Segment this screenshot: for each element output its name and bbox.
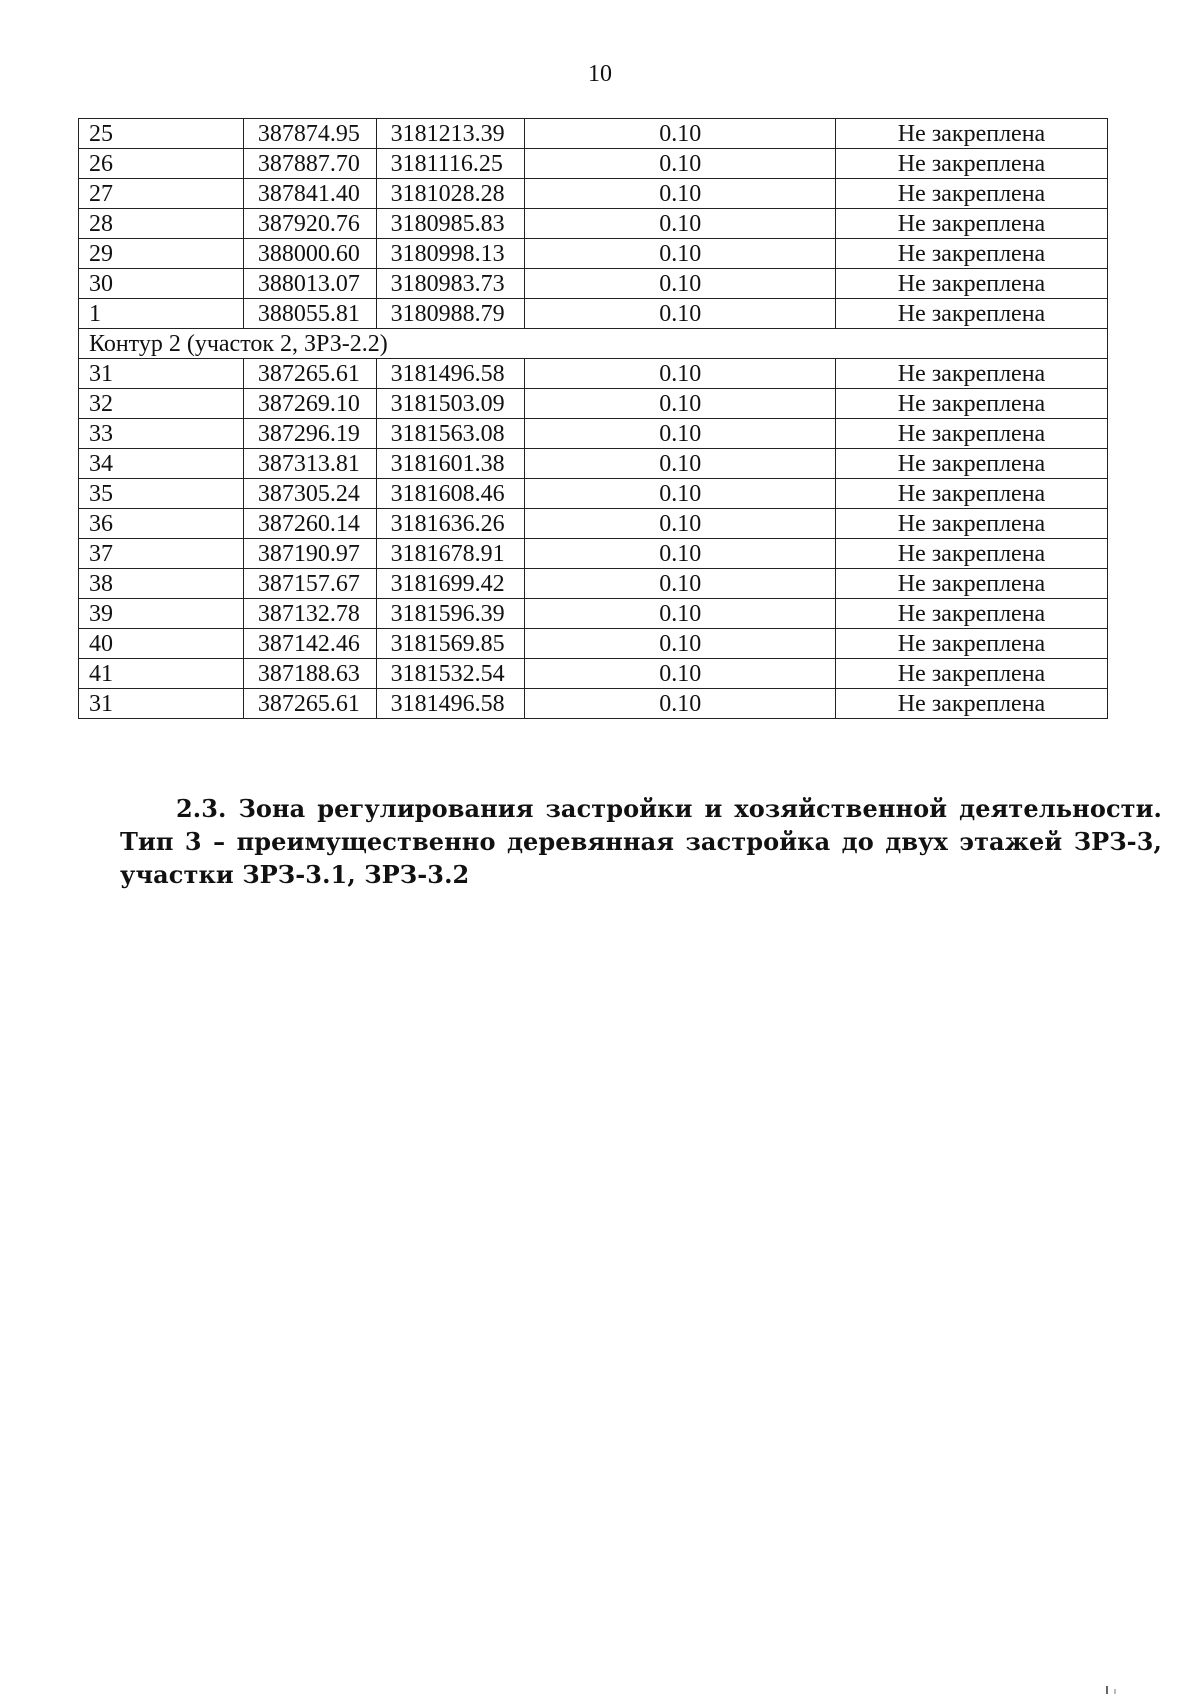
point-number-cell: 28 [79, 209, 244, 239]
table-row [79, 449, 1108, 479]
y-coordinate-cell: 3180988.79 [376, 299, 525, 329]
point-number-cell: 41 [79, 659, 244, 689]
fixation-status-cell: Не закреплена [836, 269, 1108, 299]
table-row [79, 689, 1108, 719]
x-coordinate-cell: 387265.61 [243, 689, 376, 719]
x-coordinate-cell: 387874.95 [243, 119, 376, 149]
table-row [79, 509, 1108, 539]
fixation-status-cell: Не закреплена [836, 299, 1108, 329]
accuracy-cell: 0.10 [525, 539, 836, 569]
table-row [79, 479, 1108, 509]
table-row [79, 599, 1108, 629]
x-coordinate-cell: 388055.81 [243, 299, 376, 329]
x-coordinate-cell: 387265.61 [243, 359, 376, 389]
point-number-cell: 36 [79, 509, 244, 539]
accuracy-cell: 0.10 [525, 359, 836, 389]
y-coordinate-cell: 3181496.58 [376, 359, 525, 389]
accuracy-cell: 0.10 [525, 209, 836, 239]
table-row [79, 389, 1108, 419]
point-number-cell: 31 [79, 359, 244, 389]
fixation-status-cell: Не закреплена [836, 419, 1108, 449]
table-row [79, 539, 1108, 569]
point-number-cell: 34 [79, 449, 244, 479]
x-coordinate-cell: 387841.40 [243, 179, 376, 209]
fixation-status-cell: Не закреплена [836, 629, 1108, 659]
accuracy-cell: 0.10 [525, 419, 836, 449]
y-coordinate-cell: 3181116.25 [376, 149, 525, 179]
fixation-status-cell: Не закреплена [836, 359, 1108, 389]
fixation-status-cell: Не закреплена [836, 569, 1108, 599]
table-row [79, 239, 1108, 269]
y-coordinate-cell: 3181608.46 [376, 479, 525, 509]
accuracy-cell: 0.10 [525, 269, 836, 299]
fixation-status-cell: Не закреплена [836, 659, 1108, 689]
point-number-cell: 31 [79, 689, 244, 719]
table-row [79, 299, 1108, 329]
point-number-cell: 39 [79, 599, 244, 629]
x-coordinate-cell: 387190.97 [243, 539, 376, 569]
table-row [79, 149, 1108, 179]
page-number: 10 [588, 61, 612, 87]
y-coordinate-cell: 3180985.83 [376, 209, 525, 239]
fixation-status-cell: Не закреплена [836, 479, 1108, 509]
scan-artifact-mark [1104, 1684, 1118, 1694]
x-coordinate-cell: 387296.19 [243, 419, 376, 449]
fixation-status-cell: Не закреплена [836, 239, 1108, 269]
y-coordinate-cell: 3181028.28 [376, 179, 525, 209]
y-coordinate-cell: 3180983.73 [376, 269, 525, 299]
point-number-cell: 1 [79, 299, 244, 329]
y-coordinate-cell: 3180998.13 [376, 239, 525, 269]
y-coordinate-cell: 3181496.58 [376, 689, 525, 719]
fixation-status-cell: Не закреплена [836, 149, 1108, 179]
point-number-cell: 35 [79, 479, 244, 509]
point-number-cell: 25 [79, 119, 244, 149]
table-row [79, 419, 1108, 449]
point-number-cell: 30 [79, 269, 244, 299]
point-number-cell: 26 [79, 149, 244, 179]
x-coordinate-cell: 387269.10 [243, 389, 376, 419]
table-row [79, 179, 1108, 209]
x-coordinate-cell: 387920.76 [243, 209, 376, 239]
fixation-status-cell: Не закреплена [836, 539, 1108, 569]
accuracy-cell: 0.10 [525, 509, 836, 539]
fixation-status-cell: Не закреплена [836, 689, 1108, 719]
accuracy-cell: 0.10 [525, 479, 836, 509]
y-coordinate-cell: 3181503.09 [376, 389, 525, 419]
y-coordinate-cell: 3181636.26 [376, 509, 525, 539]
point-number-cell: 27 [79, 179, 244, 209]
accuracy-cell: 0.10 [525, 239, 836, 269]
x-coordinate-cell: 388013.07 [243, 269, 376, 299]
y-coordinate-cell: 3181532.54 [376, 659, 525, 689]
accuracy-cell: 0.10 [525, 299, 836, 329]
table-row [79, 209, 1108, 239]
y-coordinate-cell: 3181699.42 [376, 569, 525, 599]
table-row [79, 119, 1108, 149]
x-coordinate-cell: 387142.46 [243, 629, 376, 659]
accuracy-cell: 0.10 [525, 629, 836, 659]
accuracy-cell: 0.10 [525, 659, 836, 689]
y-coordinate-cell: 3181569.85 [376, 629, 525, 659]
accuracy-cell: 0.10 [525, 119, 836, 149]
y-coordinate-cell: 3181563.08 [376, 419, 525, 449]
accuracy-cell: 0.10 [525, 449, 836, 479]
point-number-cell: 37 [79, 539, 244, 569]
table-row [79, 659, 1108, 689]
point-number-cell: 29 [79, 239, 244, 269]
y-coordinate-cell: 3181601.38 [376, 449, 525, 479]
x-coordinate-cell: 387157.67 [243, 569, 376, 599]
fixation-status-cell: Не закреплена [836, 449, 1108, 479]
section-heading: 2.3. Зона регулирования застройки и хозяйственной деятельности. Тип 3 – преимущественно деревянная застройка до двух этажей ЗРЗ-3, участки ЗРЗ-3.1, ЗРЗ-3.2 [120, 794, 1162, 889]
accuracy-cell: 0.10 [525, 569, 836, 599]
fixation-status-cell: Не закреплена [836, 119, 1108, 149]
y-coordinate-cell: 3181678.91 [376, 539, 525, 569]
accuracy-cell: 0.10 [525, 599, 836, 629]
fixation-status-cell: Не закреплена [836, 179, 1108, 209]
accuracy-cell: 0.10 [525, 689, 836, 719]
fixation-status-cell: Не закреплена [836, 389, 1108, 419]
x-coordinate-cell: 387260.14 [243, 509, 376, 539]
x-coordinate-cell: 387313.81 [243, 449, 376, 479]
y-coordinate-cell: 3181596.39 [376, 599, 525, 629]
contour-header-row [79, 329, 1108, 359]
point-number-cell: 32 [79, 389, 244, 419]
x-coordinate-cell: 387887.70 [243, 149, 376, 179]
x-coordinate-cell: 387305.24 [243, 479, 376, 509]
accuracy-cell: 0.10 [525, 149, 836, 179]
table-row [79, 569, 1108, 599]
x-coordinate-cell: 388000.60 [243, 239, 376, 269]
point-number-cell: 33 [79, 419, 244, 449]
accuracy-cell: 0.10 [525, 179, 836, 209]
accuracy-cell: 0.10 [525, 389, 836, 419]
table-row [79, 359, 1108, 389]
point-number-cell: 40 [79, 629, 244, 659]
point-number-cell: 38 [79, 569, 244, 599]
coordinates-table-body [79, 119, 1108, 719]
table-row [79, 269, 1108, 299]
coordinates-table [78, 118, 1108, 719]
y-coordinate-cell: 3181213.39 [376, 119, 525, 149]
fixation-status-cell: Не закреплена [836, 209, 1108, 239]
fixation-status-cell: Не закреплена [836, 599, 1108, 629]
x-coordinate-cell: 387132.78 [243, 599, 376, 629]
fixation-status-cell: Не закреплена [836, 509, 1108, 539]
x-coordinate-cell: 387188.63 [243, 659, 376, 689]
table-row [79, 629, 1108, 659]
contour-title: Контур 2 (участок 2, ЗРЗ-2.2) [79, 329, 1108, 359]
